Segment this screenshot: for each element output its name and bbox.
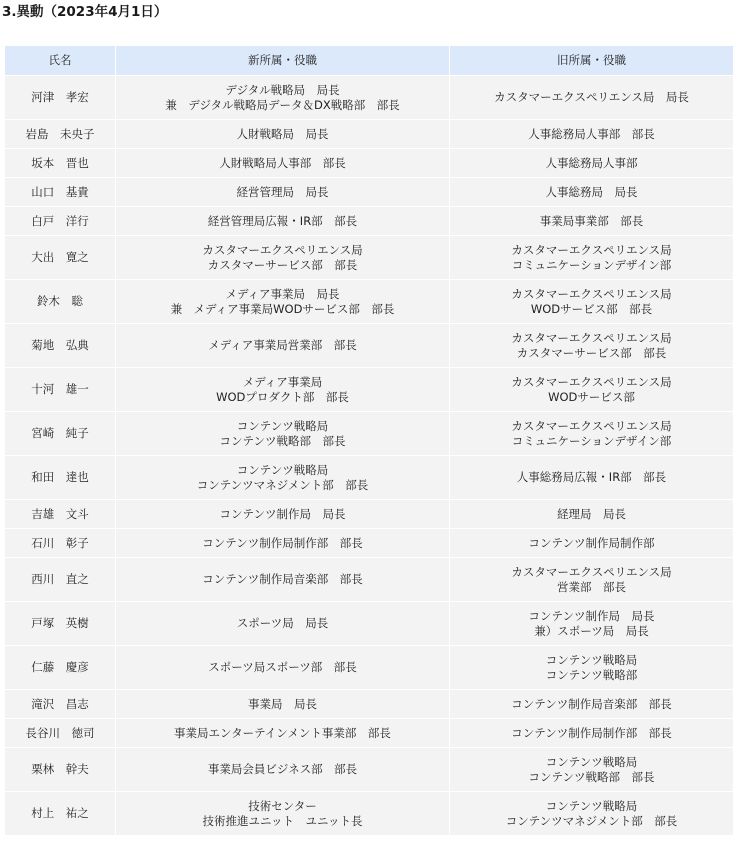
old-position-cell: 事業局事業部 部長 (450, 207, 734, 236)
old-position-cell: カスタマーエクスペリエンス局 コミュニケーションデザイン部 (450, 412, 734, 456)
new-position-cell: 経営管理局 局長 (116, 178, 450, 207)
old-position-cell: 人事総務局人事部 (450, 149, 734, 178)
new-position-cell: メディア事業局 局長 兼 メディア事業局WODサービス部 部長 (116, 280, 450, 324)
name-cell: 十河 雄一 (5, 368, 116, 412)
header-old-position: 旧所属・役職 (450, 46, 734, 76)
new-position-cell: 経営管理局広報・IR部 部長 (116, 207, 450, 236)
name-cell: 河津 孝宏 (5, 76, 116, 120)
table-row (5, 748, 734, 792)
old-position-cell: 人事総務局 局長 (450, 178, 734, 207)
name-cell: 西川 直之 (5, 558, 116, 602)
new-position-cell: 人財戦略局人事部 部長 (116, 149, 450, 178)
new-position-cell: メディア事業局 WODプロダクト部 部長 (116, 368, 450, 412)
name-cell: 坂本 晋也 (5, 149, 116, 178)
section-title: 3.異動（2023年4月1日） (2, 4, 168, 20)
new-position-cell: メディア事業局営業部 部長 (116, 324, 450, 368)
table-row (5, 368, 734, 412)
table-row (5, 500, 734, 529)
name-cell: 滝沢 昌志 (5, 690, 116, 719)
name-cell: 大出 寛之 (5, 236, 116, 280)
table-row (5, 207, 734, 236)
table-row (5, 719, 734, 748)
table-row (5, 646, 734, 690)
new-position-cell: 事業局会員ビジネス部 部長 (116, 748, 450, 792)
old-position-cell: カスタマーエクスペリエンス局 カスタマーサービス部 部長 (450, 324, 734, 368)
name-cell: 菊地 弘典 (5, 324, 116, 368)
old-position-cell: コンテンツ戦略局 コンテンツマネジメント部 部長 (450, 792, 734, 836)
table-header-row (5, 46, 734, 76)
personnel-transfer-table (4, 45, 734, 836)
new-position-cell: コンテンツ戦略局 コンテンツマネジメント部 部長 (116, 456, 450, 500)
name-cell: 白戸 洋行 (5, 207, 116, 236)
new-position-cell: デジタル戦略局 局長 兼 デジタル戦略局データ＆DX戦略部 部長 (116, 76, 450, 120)
name-cell: 和田 達也 (5, 456, 116, 500)
name-cell: 吉雄 文斗 (5, 500, 116, 529)
new-position-cell: 事業局 局長 (116, 690, 450, 719)
table-row (5, 602, 734, 646)
new-position-cell: コンテンツ制作局 局長 (116, 500, 450, 529)
table-row (5, 280, 734, 324)
old-position-cell: コンテンツ制作局制作部 部長 (450, 719, 734, 748)
table-row (5, 149, 734, 178)
name-cell: 山口 基貴 (5, 178, 116, 207)
old-position-cell: コンテンツ戦略局 コンテンツ戦略部 部長 (450, 748, 734, 792)
name-cell: 岩島 未央子 (5, 120, 116, 149)
old-position-cell: カスタマーエクスペリエンス局 WODサービス部 (450, 368, 734, 412)
new-position-cell: カスタマーエクスペリエンス局 カスタマーサービス部 部長 (116, 236, 450, 280)
new-position-cell: 技術センター 技術推進ユニット ユニット長 (116, 792, 450, 836)
old-position-cell: コンテンツ制作局 局長 兼）スポーツ局 局長 (450, 602, 734, 646)
new-position-cell: スポーツ局スポーツ部 部長 (116, 646, 450, 690)
old-position-cell: 人事総務局広報・IR部 部長 (450, 456, 734, 500)
table-row (5, 236, 734, 280)
old-position-cell: 経理局 局長 (450, 500, 734, 529)
name-cell: 鈴木 聡 (5, 280, 116, 324)
new-position-cell: コンテンツ戦略局 コンテンツ戦略部 部長 (116, 412, 450, 456)
header-new-position: 新所属・役職 (116, 46, 450, 76)
name-cell: 村上 祐之 (5, 792, 116, 836)
new-position-cell: コンテンツ制作局音楽部 部長 (116, 558, 450, 602)
new-position-cell: 人財戦略局 局長 (116, 120, 450, 149)
table-row (5, 529, 734, 558)
name-cell: 長谷川 徳司 (5, 719, 116, 748)
name-cell: 仁藤 慶彦 (5, 646, 116, 690)
name-cell: 戸塚 英樹 (5, 602, 116, 646)
table-row (5, 558, 734, 602)
old-position-cell: コンテンツ制作局制作部 (450, 529, 734, 558)
old-position-cell: 人事総務局人事部 部長 (450, 120, 734, 149)
name-cell: 栗林 幹夫 (5, 748, 116, 792)
table-row (5, 178, 734, 207)
table-row (5, 412, 734, 456)
old-position-cell: カスタマーエクスペリエンス局 コミュニケーションデザイン部 (450, 236, 734, 280)
old-position-cell: カスタマーエクスペリエンス局 局長 (450, 76, 734, 120)
table-row (5, 690, 734, 719)
table-body (5, 76, 734, 836)
old-position-cell: カスタマーエクスペリエンス局 営業部 部長 (450, 558, 734, 602)
old-position-cell: コンテンツ戦略局 コンテンツ戦略部 (450, 646, 734, 690)
new-position-cell: スポーツ局 局長 (116, 602, 450, 646)
new-position-cell: コンテンツ制作局制作部 部長 (116, 529, 450, 558)
new-position-cell: 事業局エンターテインメント事業部 部長 (116, 719, 450, 748)
table-row (5, 324, 734, 368)
old-position-cell: コンテンツ制作局音楽部 部長 (450, 690, 734, 719)
table-row (5, 120, 734, 149)
name-cell: 石川 彰子 (5, 529, 116, 558)
table-row (5, 76, 734, 120)
table-row (5, 792, 734, 836)
table-row (5, 456, 734, 500)
header-name: 氏名 (5, 46, 116, 76)
old-position-cell: カスタマーエクスペリエンス局 WODサービス部 部長 (450, 280, 734, 324)
name-cell: 宮崎 純子 (5, 412, 116, 456)
